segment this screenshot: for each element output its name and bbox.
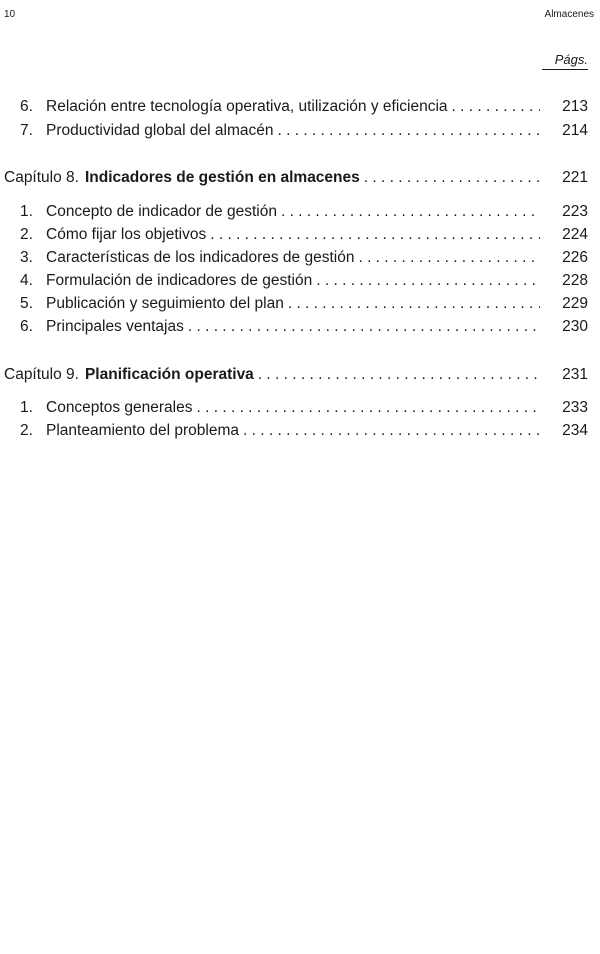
entry-page: 229	[562, 295, 588, 312]
entry-title: Conceptos generales	[46, 399, 193, 416]
entry-number: 6.	[20, 318, 33, 335]
entry-number: 1.	[20, 399, 33, 416]
toc-entry	[0, 293, 600, 315]
running-head	[4, 9, 594, 23]
toc-entry	[0, 96, 600, 118]
chapter-title: Indicadores de gestión en almacenes	[84, 169, 360, 186]
toc-entry	[0, 420, 600, 442]
chapter-title: Planificación operativa	[84, 366, 254, 383]
dot-leader	[281, 201, 540, 223]
entry-page: 228	[562, 272, 588, 289]
page-number: 10	[4, 9, 16, 20]
entry-page: 214	[562, 122, 588, 139]
toc-entry	[0, 247, 600, 269]
entry-page: 234	[562, 422, 588, 439]
dot-leader	[258, 364, 540, 386]
entry-page: 213	[562, 98, 588, 115]
pages-column-label: Págs.	[542, 52, 588, 70]
entry-page: 224	[562, 226, 588, 243]
dot-leader	[197, 397, 541, 419]
entry-page: 233	[562, 399, 588, 416]
toc-entry	[0, 120, 600, 142]
running-title: Almacenes	[544, 9, 594, 20]
entry-page: 223	[562, 203, 588, 220]
toc-entry	[0, 397, 600, 419]
dot-leader	[277, 120, 540, 142]
dot-leader	[358, 247, 540, 269]
entry-number: 5.	[20, 295, 33, 312]
dot-leader	[288, 293, 540, 315]
entry-number: 2.	[20, 422, 33, 439]
entry-title: Publicación y seguimiento del plan	[46, 295, 284, 312]
entry-number: 7.	[20, 122, 33, 139]
toc-entry	[0, 270, 600, 292]
entry-title: Planteamiento del problema	[46, 422, 240, 439]
entry-number: 1.	[20, 203, 33, 220]
entry-title: Productividad global del almacén	[46, 122, 274, 139]
entry-number: 2.	[20, 226, 33, 243]
dot-leader	[452, 96, 540, 118]
dot-leader	[364, 167, 540, 189]
entry-title: Formulación de indicadores de gestión	[46, 272, 313, 289]
toc-entry	[0, 316, 600, 338]
chapter-page: 221	[562, 169, 588, 186]
chapter-label: Capítulo 8.	[4, 169, 79, 186]
dot-leader	[316, 270, 540, 292]
entry-title: Concepto de indicador de gestión	[46, 203, 277, 220]
toc-entry	[0, 201, 600, 223]
chapter-page: 231	[562, 366, 588, 383]
entry-title: Relación entre tecnología operativa, utilización y eficiencia	[46, 98, 448, 115]
chapter-heading	[0, 167, 600, 189]
chapter-label: Capítulo 9.	[4, 366, 79, 383]
entry-number: 3.	[20, 249, 33, 266]
entry-title: Cómo fijar los objetivos	[46, 226, 207, 243]
entry-number: 4.	[20, 272, 33, 289]
dot-leader	[243, 420, 540, 442]
entry-title: Principales ventajas	[46, 318, 184, 335]
chapter-heading	[0, 364, 600, 386]
entry-title: Características de los indicadores de gestión	[46, 249, 355, 266]
entry-number: 6.	[20, 98, 33, 115]
dot-leader	[210, 224, 540, 246]
dot-leader	[188, 316, 540, 338]
toc-entry	[0, 224, 600, 246]
entry-page: 226	[562, 249, 588, 266]
entry-page: 230	[562, 318, 588, 335]
